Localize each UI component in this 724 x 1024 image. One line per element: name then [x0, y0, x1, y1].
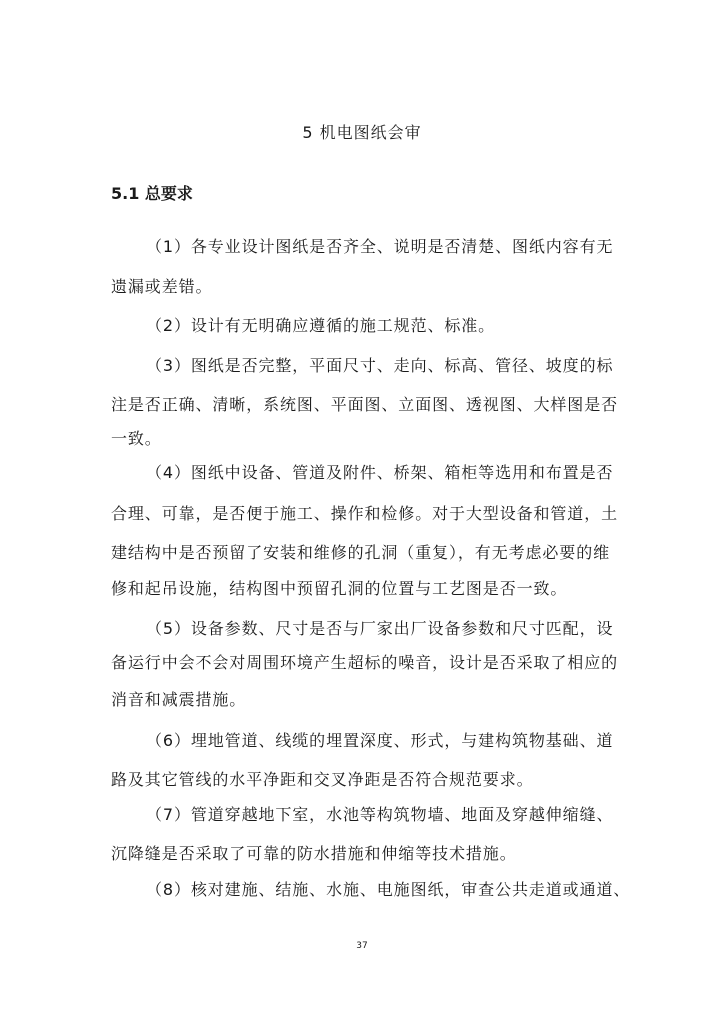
paragraph-line: 修和起吊设施，结构图中预留孔洞的位置与工艺图是否一致。: [111, 579, 568, 598]
page-number: 37: [356, 941, 368, 951]
paragraph-line: 路及其它管线的水平净距和交叉净距是否符合规范要求。: [111, 770, 534, 789]
paragraph-line: （4）图纸中设备、管道及附件、桥架、箱柜等选用和布置是否: [146, 463, 614, 482]
paragraph-line: 一致。: [111, 429, 162, 448]
paragraph-line: （3）图纸是否完整，平面尺寸、走向、标高、管径、坡度的标: [146, 356, 614, 375]
paragraph-line: 合理、可靠，是否便于施工、操作和检修。对于大型设备和管道，土: [111, 504, 619, 523]
paragraph-line: （2）设计有无明确应遵循的施工规范、标准。: [146, 316, 496, 335]
paragraph-line: （1）各专业设计图纸是否齐全、说明是否清楚、图纸内容有无: [146, 237, 614, 256]
paragraph-line: 建结构中是否预留了安装和维修的孔洞（重复），有无考虑必要的维: [111, 543, 611, 562]
paragraph-line: （7）管道穿越地下室，水池等构筑物墙、地面及穿越伸缩缝、: [146, 805, 614, 824]
paragraph-line: （6）埋地管道、线缆的埋置深度、形式，与建构筑物基础、道: [146, 731, 614, 750]
paragraph-line: 遗漏或差错。: [111, 277, 213, 296]
paragraph-line: 注是否正确、清晰，系统图、平面图、立面图、透视图、大样图是否: [111, 395, 619, 414]
chapter-title: 5 机电图纸会审: [302, 123, 422, 142]
paragraph-line: 备运行中会不会对周围环境产生超标的噪音，设计是否采取了相应的: [111, 653, 619, 672]
paragraph-line: （8）核对建施、结施、水施、电施图纸，审查公共走道或通道、: [146, 880, 631, 899]
paragraph-line: （5）设备参数、尺寸是否与厂家出厂设备参数和尺寸匹配，设: [146, 619, 614, 638]
paragraph-line: 沉降缝是否采取了可靠的防水措施和伸缩等技术措施。: [111, 844, 517, 863]
paragraph-line: 消音和减震措施。: [111, 690, 247, 709]
section-heading: 5.1 总要求: [111, 184, 193, 203]
